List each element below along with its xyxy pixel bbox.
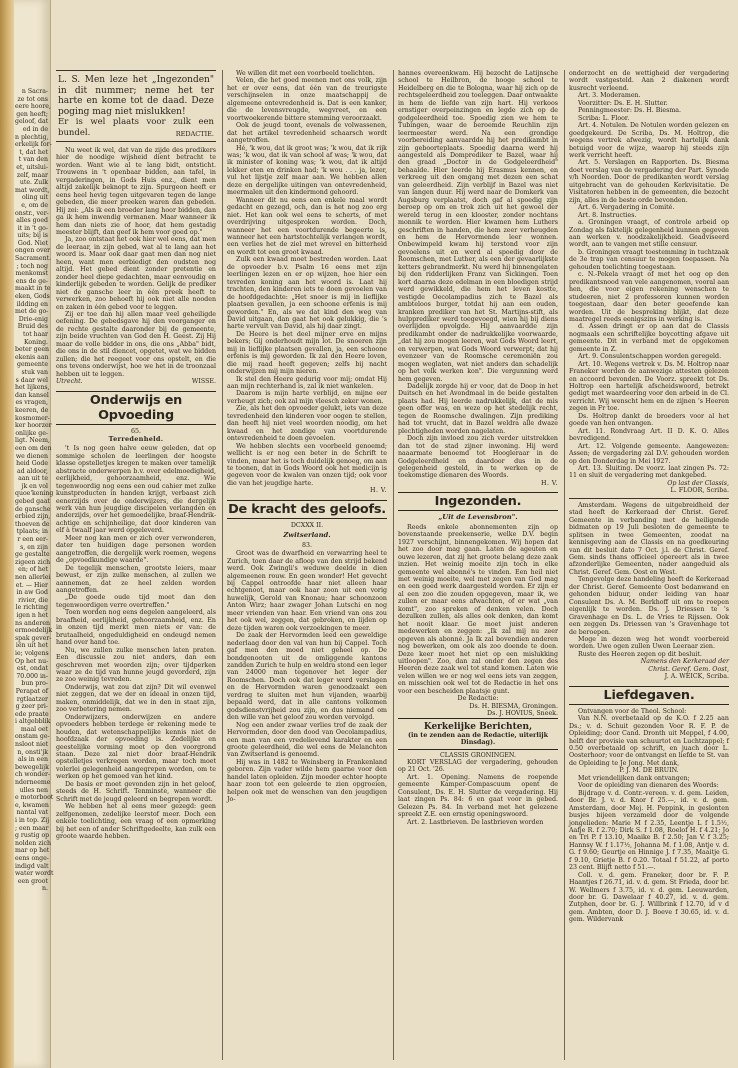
fragment-line: ildding en (16, 300, 48, 308)
fragment-line: als in een (17, 756, 48, 764)
fragment-line: ie; volgens (15, 649, 49, 657)
fragment-line: et, uitslui- (16, 163, 48, 171)
paragraph: Art. 2. Lastbrieven. De lastbrieven worden (407, 818, 544, 826)
article-kerkelijk-continued (569, 70, 729, 681)
paragraph: Nu, we zullen zulke menschen laten praten. Een discussie zou niet anders, dan een geschreven met woorden zijn; over tijdperken waar ze de tijd van hunne jeugd gevorderd, zijn ze zoo weinig tevreden. (56, 646, 216, 684)
fragment-line: rgtlaatzer (16, 695, 48, 703)
column-1 (56, 70, 216, 1060)
fragment-line: keeren, de (15, 406, 49, 414)
section-subtitle: (in te zenden aan de Redactie, uiterlijk Dinsdag). (398, 732, 558, 750)
fragment-line: ge gestalte (15, 551, 50, 559)
paragraph: Art. 10. Wegens vertrek v. Ds. M. Holtrop naar Franeker worden de aanwezige attesten gelezen en accoord bevonden. De Voorz. spreekt tot Ds. Holtrop een hartelijk afscheidswoord, betrekt gedigt met waardeering voor den arbeid in de Cl. verricht. Wij wenscht hem en de zijnen 's Heeren zegen in Fr toe. (569, 360, 729, 413)
fragment-line: eens onge- (15, 854, 49, 862)
paragraph: a. Groningen vraagt, of controle arbeid op Zondag als faktelijk gelegenheid kunnen gegeven aan werken v. noodzakelijkheid. Geadviseerd wordt, aan te vangen met stille censuur. (569, 219, 729, 249)
book-binding (0, 0, 14, 1068)
paragraph: Art. 6. Vergadering in Comité. (578, 204, 675, 212)
fragment-line: Sacrament. (15, 255, 52, 263)
paragraph: Coll. v. d. gem. Franeker, door br. F. P. Haantjes f 26.71, id. v. d. gem. St Frieda, door br. W. Wellmers f 3.75, id. v. d. gem. Leeuwarden, door br. G. Dawelaar f 40.27, id. v. d. gem. Zutphen, door br. G. J. Willbrink f 12.70, id v d gem. Ambten, door D. J. Boeve f 30.65, id. v. d. gem. Wildervank (569, 871, 729, 924)
paragraph: hannes overeenkwam. Hij bezocht de Latijnsche school te Heilbron, de hooge school te Heidelberg en die te Bologna, waar hij zich op de rechtsgeleerdheid zou toeleggen. Daar ontwaakte in hem de liefde van zijn hart. Hij verkoos ernstiger overpeinzingen en legde zich op de godgeleerdheid toe. Spoedig zien we hem te Tubingen, waar de beroemde Reuchlin zijn leermeester werd. Na een grondige voorbereiding aanvaardde hij het predikambt in zijn geboorteplaats. Spoedig daarna werd hij aangesteld als Domprediker te Bazel, waar hij den graad „Doctor in de Godgeleerdheid" behaalde. Hier leerde hij Erasmus kennen, en verkreeg uit den omgang met dezen een schat van geleerdheid. Zijn verblijf in Bazel was niet van langen duur. Hij werd naar de Domkerk van Augsburg verplaatst, doch gaf al spoedig zijn beroep op om en trok zich uit het gewoel der wereld terug in een klooster, zonder nochtans monnik te worden. Hier kwamen hem Luthers geschriften in handen, die hem zeer verheugden en hem de Hervormende leer wonnen. Onbewimpeld kwam hij terstond voor zijn gevoelens uit en werd al spoedig door de Roomschen, met Luther, als een der gevaarlijkste ketters gebrandmerkt. Nu werd hij binnengelaten bij den ridderlijken Franz van Sickingen. Toen kort daarna deze edelman in een bloedigen strijd werd gewikkeld, die hem het leven kostte, vestigde Oecolampadius zich te Bazel als ambteloos burger, totdat hij aan een ouden, kranken prediker van het St. Martijns-stift, als hulpprediker werd toegevoegd, wien hij bij diens overlijden opvolgde. Hij aanvaardde zijn predikambt onder de nadrukkelijke voorwaarde, „dat hij zou mogen leeren, wat Gods Woord leert, en verwerpen, wat Gods Woord verwerpt; dat hij evenzeer van de Roomsche ceremoniën zou mogen weglaten, wat niet anders dan schadelijk op het volk werken kon". Die vergunning werd hem gegeven. (398, 70, 558, 383)
paragraph: Moge in dezen weg het wondt voorbereid worden. Uwe ogen zullen Uwen Leeraar zien. (569, 635, 729, 651)
section-number: 65. (130, 427, 141, 435)
paragraph: Art. 4. Notulen. De Notulen worden gelezen en goedgekeurd. De Scriba, Ds. M. Holtrop, die wegens vertrek afwezig, wordt hartelijk dank betuigd voor de wijze, waarop hij steeds zijn werk verricht heeft. (569, 122, 729, 159)
paragraph: Art. 3. Moderamen. (578, 92, 641, 100)
fragment-line: e, om de (21, 201, 48, 209)
fragment-line: gemeente (17, 361, 48, 369)
fragment-line: it in 't go- (17, 224, 48, 232)
article-prayer (56, 147, 216, 386)
signature-name: WISSE. (191, 378, 216, 386)
paragraph: Ik stel den Heere gedurig voor mij; omdat Hij aan mijn rechterhand is, zal ik niet wankelen. (227, 375, 387, 391)
previous-page-fragments (14, 0, 54, 893)
fragment-line: eken, Gods (15, 293, 50, 301)
paragraph: Nog een ander zwaar verlies trof de zaak der Hervormden, door den dood van Oecolampadius, een man van een vredelievend karakter en een groote geleerdheid, die wel eens de Melanchton van Zwitserland is genoemd. (227, 721, 387, 759)
fragment-line: est, ondat (16, 665, 48, 673)
fragment-line: indigd valt (15, 862, 49, 870)
paragraph: Art. 11. Rondvraag Art. II D. K. O. Alles bevredigend. (569, 427, 729, 443)
fragment-line: tot haar (23, 331, 48, 338)
signature-line: Op last der Classis, (667, 479, 729, 487)
signature-line: Christ. Geref. Gem. Oost, (648, 665, 729, 673)
fragment-line: ute. Zulk (19, 179, 48, 187)
fragment-line: onlijke ge- (15, 429, 48, 437)
paragraph: Doch zijn invloed zou zich verder uitstrekken dan tot de stad zijner inwoning. Hij werd naaarmate benoemd tot Hoogleraar in de Godgeleerdheid en daardoor dus in de gelegenheid gesteld, in te werken op de toekomstige dienaren des Woords. (398, 435, 558, 480)
paragraph: Groot was de dwarfheid en verwarring heel te Zurich, toen daar de afloop van den strijd bekend werd. Ook Zwingli's weduwe deelde in dien algemeenen rouw. En geen wonder! Het gevecht bij Cappel ontroofde haar niet alleen haar echtgenoot, maar ook haar zoon uit een vorig huwelijk, Gerold van Knonau; haar schoonzoon Anton Wirz; haar zwager Johan Lutschi en nog meer vrienden van haar. Een vriend van ons zou het ook wel, zeggen, dat gebroken, en lijden op deze tijden waren ook verzoekingen te meer. (227, 550, 387, 632)
fragment-line: zigeen zich (15, 558, 51, 566)
paragraph: Art. 8. Instructies. (578, 211, 637, 219)
paragraph: Tengevolge deze handeling heeft de Kerkeraad der Christ. Geref. Gemeente Oost bedanwand en gehonden biduur, onder leiding van haar Consulent Ds. A. M. Berkhoff uit om te roepen eigenlijk te worden. Ds. J. Driessen te 's Gravenhage en Ds. L. de Vries te Rijssen. Ook een zeggen Ds. Driessen van 's Gravenhage tot de beroepen. (569, 576, 729, 636)
article-signature: H. V. (541, 479, 558, 487)
fragment-line: we dienen (15, 452, 48, 460)
paragraph: We willen dit met een voorbeeld toelichten. (236, 70, 375, 77)
section-sub-number: 83. (301, 541, 312, 549)
fragment-line: zelf, maar (16, 171, 48, 179)
fragment-line: thoeven de (15, 520, 50, 528)
paragraph: Zulk een kwaad moet bestreden worden. Laat de opvoeder b.v. Psalm 16 eens met zijn leerlingen lezen en er op wijzen, hoe hier een tevreden koning aan het woord is. Laat hij trachten, den kinderen iets te doen gevoelen van de hoofdgedachte: „Het snoer is mij in lieflijke plaatsen gevallen, ja een schoone erfenis is mij geworden." En, als we dat kind den weg van David uitgaan, dan gaat het ook gelukkig, die 's harte vervult van David, als hij daar zingt. (227, 256, 387, 331)
paragraph: Nu weet ik wel, dat van de zijde des predikers hier de noodige wijsheid dient betracht te worden. Want wie al te lang bidt, ontsticht. Trouwens in 't openbaar bidden, aan tafel, in vergaderingen, in Gods Huis enz., dient men altijd zakelijk beknopt te zijn. Spurgeon heeft er eens heel hevig tegen uitgevaren tegen de lange gebeden, die meer preeken waren dan gebeden. Hij zei: „Als ik een broeder lang hoor bidden, dan ga ik hem inwendig vermanen. Maar wanneer ik hem dan niets zie of hoor, dat hem gestadig meester blijft, dan geef ik hem voor goed op." (56, 147, 216, 236)
redactie-member: Ds. H. BIESMA, Groningen. (469, 702, 558, 710)
fragment-line: menkomst (15, 270, 48, 278)
previous-page-edge (14, 0, 54, 1068)
paragraph: d. Assen dringt er op aan dat de Classis nogmaals een schriftelijke boycotting afgave uit gemeente. Dit in verband met de opgekomen gemeente in Z. (569, 323, 729, 353)
paragraph: De tegelijk menschen, grootste leiers, maar bewust, er zijn zulke menschen, al zullen we aannemen, dat ze heel zelden worden aangetroffen. (56, 564, 216, 595)
section-heading-onderwijs: Onderwijs en Opvoeding (56, 391, 216, 425)
article-signature (56, 378, 216, 385)
fragment-line: e, kwamen (15, 801, 49, 809)
fragment-line: eere hoore, (15, 103, 51, 111)
fragment-line: ; toch nog (16, 262, 48, 270)
fragment-line: jk en vol (21, 482, 48, 490)
paragraph: Toen worden nog eens degelen aangeleerd, als braafheid, eerlijkheid, gehoorzaamheid, enz. En in onzen tijd merkt men niets er van: de brutaalheid, ongeduldigheid en ondeugd nemen hand over hand toe. (56, 609, 216, 647)
paragraph: De basis er moet gevonden zijn in het geloof, steeds de H. Schrift. Tenminste, wanneer die Schrift met de jeugd geleerd en begrepen wordt. (56, 780, 216, 803)
fragment-line: de gansche (15, 505, 51, 513)
paragraph: Meer nog kan men er zich over verwonderen, dater ten huidigen dage personen worden aangetroffen, die dergelijk werk roemen, wegens de „opvoedkundige waarde". (56, 534, 216, 565)
section-subtitle: „Uit de Levensbron". (438, 513, 518, 522)
fragment-line: nderneeme (15, 779, 51, 787)
signature-place: Utrecht. (56, 378, 83, 386)
fragment-line: quoe'kening (15, 490, 54, 498)
paragraph: Ontvangen voor de Theol. School: (578, 707, 687, 715)
paragraph: Daarom is mijn harte verblijd, en mijne eer verheugt zich; ook zal mijn vleesch zeker wonen. (227, 390, 387, 405)
fragment-line: n plechtig, (15, 133, 49, 141)
paragraph: Velen, die het goed meenen met ons volk, zijn het er over eens, dat één van de treurigste verschijnselen in onze maatschappij de algemeene ontevredenheid is. Dat is een kanker, die de levensvreugde, wegvreet, en een voortwoekerende bittere stemming veroorzaakt. (227, 77, 387, 122)
paragraph: Ds. Holtrop dankt de broeders voor al het goede van hen ontvangen. (569, 412, 729, 428)
fragment-line: onstr., ver- (15, 209, 49, 217)
fragment-line: rivier, die (18, 596, 48, 604)
paragraph: 't Is nog geen halve eeuw geleden, dat op sommige scholen de leerlingen der hoogste klasse opstelletjes kregen te maken over tamelijk abstracte onderwerpen b.v. over edelmoedigheid, eerlijkheid, gehoorzaamheid, enz. Wie tegenwoordig nog eens een oud cahier met zulke kunstproducten in handen krijgt, verbaast zich eenerzijds over de onderwijzers, die dergelijk werk van hun jeugdige discipelen verlangden en anderzijds, over het gemoedelijke, braaf-Hendrik-achtige en schijnheilige, dat door kinderen van elf à twaalf jaar werd opgeleverd. (56, 445, 216, 535)
fragment-line: erbied zijn, (15, 513, 51, 521)
paragraph: KORT VERSLAG der vergadering, gehouden op 21 Oct. '26. (398, 758, 558, 774)
fragment-line: aan uit te (18, 475, 48, 483)
paragraph: Dadelijk zorgde hij er voor, dat de Doop in het Duitsch en het Avondmaal in de beide gestalten plaats had. Hij leerde nadrukkelijk, dat de mis geen offer was, en weze op het stedelijk recht, tegen de Roomsche dwalingen. Zijn prediking had tot vrucht, dat in Bazel weldra alle dwaze plechtigheden worden nagelaten. (398, 383, 558, 435)
fragment-line: erkelijk for- (15, 141, 52, 149)
section-heading-kerkelijk: Kerkelijke Berichten, (398, 718, 558, 732)
paragraph: Met vriendelijken dank ontvangen; (578, 774, 690, 782)
fragment-line: e motorboot (15, 794, 54, 802)
fragment-line: nen allerlei (15, 574, 51, 581)
column-3 (398, 70, 558, 1060)
section-heading-kracht: De kracht des geloofs. (228, 501, 386, 517)
paragraph: onderzocht en de wettigheid der vergadering wordt vastgesteld. Aan 2 diakenen wordt kusrecht verleend. (569, 70, 729, 92)
notice-signature: REDACTIE. (175, 129, 214, 138)
paragraph: Art. 1. Opening. Namens de roepende gemeente Kamper-Compascuum opent de Consulent, Ds. E. H. Slutter de vergadering. Hij laat zingen Ps. 84: 6 en gaat voor in gebed. Gelezen Ps. 84. In verband met het gelezene spreekt Z.E. een ernstig openingswoord. (398, 773, 558, 819)
fragment-line: ekenis aan (15, 353, 49, 361)
fragment-line: spak gever- (15, 634, 52, 642)
signature-line: J. A. WEICK, Scriba. (664, 673, 729, 681)
signature-line: Namens den Kerkeraad der (640, 658, 729, 666)
fragment-line: God. Niet (17, 239, 48, 247)
fragment-line: het lijkens, (15, 384, 50, 392)
paragraph: Art. 13. Sluiting. De voorz. laat zingen Ps. 72: 11 en sluit de vergadering met dankgebed. (569, 465, 729, 480)
fragment-line: r een eer- (17, 536, 48, 544)
article-liefdegaven (569, 708, 729, 924)
fragment-line: ker hoorzer (15, 422, 52, 430)
fragment-line: igen n het (16, 611, 48, 619)
fragment-line: le richting (15, 604, 48, 612)
paragraph: Onderwijzers, onderwijzen en andere opvoeders hebben terdege er rekening mede te houden, dat wetenschappelijke kennis niet de hoofdzaak der opvoeding is. Zedelijke en geestelijke vorming moet op den voorgrond staan. Deze zal niet door braaf-Hendrik opstelletjes verkregen worden, maar toch moet volerlei gelegenheid aangegrepen worden, om te werken op het gemoed van het kind. (56, 713, 216, 781)
section-subtitle: Zwitserland. (283, 531, 331, 540)
fragment-line: es vragen, (15, 399, 48, 407)
fragment-line: ch wonder- (15, 771, 51, 779)
fragment-line: ; een maar (15, 824, 49, 832)
redactie-member: Ds. J. HOVIUS, Sneek. (487, 710, 558, 718)
fragment-line: met de go- (15, 308, 49, 316)
notice-text: L. S. Men leze het „Ingezonden" in dit nummer; neme het ter harte en kome tot de daad. Deze poging mag niet mislukken! (58, 75, 214, 117)
article-kracht-continued (398, 70, 558, 487)
fragment-line: mar op het (15, 847, 50, 855)
fragment-line: iën uit het (15, 642, 48, 650)
fragment-line: i altgebblik (15, 718, 51, 726)
fragment-line: een om den (15, 444, 52, 452)
paragraph: Ruste des Heeren zegen op dit besluit. (578, 650, 702, 658)
paragraph: Art. 9. Consulentschappen worden geregeld. (578, 353, 722, 361)
fragment-line: een groot (17, 877, 48, 885)
paragraph: „De goede oude tijd moet dan den tegenwoordigen verre overtreffen." (56, 594, 216, 609)
paragraph: Hé, 'k wou, dat ik groot was; 'k wou, dat ik rijk was; 'k wou, dat ik van school af was; 'k wou, dat ik minister of koning was; 'k wou, dat ik altijd lekker eten en drinken had; 'k wou . . . ja, lezer, vul het lijstje zelf maar aan. We hebben allen deze en dergelijke uitingen van ontevredenheid, meermalen uit den kindermond gehoord. (227, 144, 387, 197)
fragment-line: Bruid des (17, 323, 48, 331)
fragment-line: n Sacra- (21, 88, 48, 95)
fragment-line: t, dat het (19, 148, 48, 156)
paragraph: Hij was in 1482 te Weinsberg in Frankenland geboren. Zijn vader wilde hem gaarne voor den handel laten opleiden. Zijn moeder echter hoopte haar zoon tot een geleerde te zien opgroeien, helpen ook met de wenschen van den jeugdigen Jo- (227, 758, 387, 804)
fragment-line: nantal vat (16, 809, 48, 817)
paragraph: c. N.-Pekela vraagt of met het oog op den predikantsnood van vele aangenomen, vooral aan hen, die voor eigen rekening wenschen te studeeren, niet 2 professoren kunnen worden toegestaan, daar den beter geoefende kan worden. Uit de bespreking blijkt, dat deze maatregel reeds eenigszins in werking is. (569, 271, 729, 323)
fragment-line: ermoedelijk (15, 627, 53, 635)
fragment-line: nsloot niet (15, 741, 49, 749)
paragraph: Voorzitter: Ds. E. H. Slutter. (578, 99, 668, 107)
fragment-line: ongen over (15, 247, 51, 255)
paragraph: De zaak der Hervormden leed een geweldige nederlaag door den val van hun bij Cappel. Toch gaf men den moed niet geheel op. De bondgenooten uit de omliggende kantons zandden Zurich te hulp en weldra stond een leger van 24000 man tegenover het leger der Roomschen. Doch ook dat leger werd verslagen en de Hervormden waren genoodzaakt een verdrag te sluiten met hun vijanden, waarbij bepaald werd, dat in alle cantons volkomen godsdienstvrijheid zou zijn, en dus niemand om den wille van het geloof zou worden vervolgd. (227, 632, 387, 722)
fragment-line: tplaats; in (16, 528, 48, 536)
paragraph: Zie, als het den opvoeder gelukt, iets van deze tevredenheid den kinderen voor oogen te stellen, dan heeft hij niet veel woorden noodig, om het kwaad en het zondige van voortdurende ontevredenheid te doen gevoelen. (227, 405, 387, 443)
fragment-line: bun pro- (21, 680, 48, 688)
paragraph: We hebben het al eens meer gezegd: geen zelfgenomen, zedelijke leerstof meer. Doch een enkele toelichting, een vraag of een opmerking bij het een of ander Schriftgedeelte, kan zulk een groote waarde hebben. (56, 803, 216, 840)
article-onderwijs (56, 445, 216, 840)
paragraph: Bijdrage v. d. Contr.-vereen. v. d. gem. Leiden, door Br. J. v. d. Knor f 25.—, id. v. d. gem. Amsterdam, door Mej. H. Peppink, in geslonten busjes bijeen verzameld door de volgende jongelieden: Marie M f 2.35, Leentje L f 1.5½, Aafje R. f 2.70; Dirk S. f 1.08, Roelof H. f 4.21; Jo en Tri P. f 13.10, Maaike B. f 2.50; Jan V. f 3.25; Hannsy W. f 1.17½, Johanna M. f 1.08, Antje v. d. G. f 9.60; Geurtje en Hinnige J. f 7.35, Maaitje G. f 9.10, Grietje B. f 0.20. Totaal f 51.22, af porto 23 cent. Blijft netto f 51.—. (569, 789, 729, 872)
fragment-line: bewegelijk (15, 763, 49, 771)
signature-line: L. FLOOR, Scriba. (670, 487, 729, 495)
paragraph: Van N.N. overbetaald op de K.O. f 2.25 aan Ds.; v. d. Schuit gezonden Voor R. F. P. de Opleiding; door Cand. Dronth uit Meppel, f 4.00, helft der provisie van schuurtot en Luchtzappel; f 0.50 overbetaald op schrift, en juach door L. Oosterhoor; voor de ontvangst en liefde te St. van de Opleiding te Je Jong. Met dank, (569, 715, 729, 767)
article-kracht (227, 550, 387, 803)
editorial-notice (56, 70, 216, 142)
fragment-line: heid Gode (16, 460, 48, 468)
fragment-line: water wordt (15, 870, 54, 878)
column-divider (222, 70, 223, 1060)
newspaper-page (56, 70, 730, 1060)
paragraph: Amsterdam. Wegens de uitgebreidheid der stad heeft de Kerkeraad der Christ. Geref. Gemeente in verbanding met de heiligende bidmaten op 19 Juli besloten de gemeente te splitsen in twee Gemeenten, zoodat na kennisgeving aan de Classis en na goedkeuring van dit besluit dato 7 Oct. j.l. de Christ. Geref. Gem. sinds thans officieel opereert als in twee afzonderlijke Gemeenten, nader aangeduid als Christ. Geref. Gem. Oost en West. (569, 501, 729, 576)
fragment-line: n. (42, 885, 48, 893)
classis-heading: CLASSIS GRONINGEN. (439, 751, 517, 759)
fragment-line: ad aldoor, (17, 467, 48, 475)
paragraph: Ook de jeugd toont, evenals de volwassenen, dat het artikel tevredenheid schaarsch wordt aangetroffen. (227, 122, 387, 145)
fragment-line: mat wordt, (15, 186, 50, 194)
article-kerkelijk (398, 752, 558, 827)
paragraph: Penningmeester: Ds. H. Biesma. (578, 107, 682, 115)
paragraph: Voor de opleiding van dienaren des Woords: (578, 782, 719, 790)
fragment-line: Drie-enig (18, 315, 48, 323)
fragment-line: ed in de (22, 125, 48, 133)
fragment-line: 70.000 in- (16, 672, 48, 680)
fragment-line: g zeer pri- (15, 703, 48, 711)
fragment-line: n, onsti'jk (17, 748, 48, 756)
fragment-line: en; of het (18, 566, 48, 574)
fragment-line: gen heeft; (16, 110, 48, 118)
section-subtitle: Terredenheld. (108, 434, 164, 443)
fragment-line: in aw God (16, 589, 48, 597)
fragment-line: ede praate (15, 710, 49, 718)
column-2 (227, 70, 387, 1060)
fragment-line: Perapat of (15, 687, 48, 695)
column-4 (569, 70, 729, 1060)
column-divider (564, 70, 565, 1060)
fragment-line: i in top. Zij (15, 817, 50, 824)
section-heading-ingezonden: Ingezonden. (398, 492, 558, 511)
paragraph: b. Groningen vraagt toestemming in tuchtzaak de 3e trap van censuur te mogen toepassen. Na gehouden toelichting toegestaan. (569, 248, 729, 271)
paragraph: We hebben slechts een voorbeeld genoemd; wellicht is er nog een beter in de Schrift te vinden, maar het is toch duidelijk genoeg, om aan te toonen, dat in Gods Woord ook het medicijn is gegeven voor de kwalen van onzen tijd; ook voor die van het jeugdige harte. (227, 442, 387, 487)
paragraph: Art. 5. Verslagen en Rapporten. Ds. Biesma doet verslag van de vergadering der Part. Synode v/h Noorden. Door de predikanten wordt verslag uitgebracht van de gehouden Kerkvisitatie. De Visitatoren hebben in de gemeenten, die bezocht zijn, alles in de beste orde bevonden. (569, 159, 729, 204)
redactie-label: De Redactie: (457, 695, 499, 703)
fragment-line: ens de ge- (15, 277, 48, 285)
fragment-line: ze tot ons (17, 95, 48, 103)
column-divider (393, 70, 394, 1060)
fragment-line: uits; bij is (17, 232, 48, 240)
fragment-line: maal oet (20, 725, 48, 733)
notice-tail: Er is wel plaats voor zulk een bundel. (58, 117, 214, 138)
fragment-line: nolden zich (15, 839, 51, 847)
fragment-line: oling uit (21, 194, 48, 202)
paragraph: Scriba: L. Floor. (578, 114, 630, 122)
divider (569, 498, 729, 499)
fragment-line: t van den (18, 156, 48, 164)
paragraph: Onderwijs, wat zou dat zijn? Dit wil evenwel niet zeggen, dat we der en ideaal in onzen tijd, maken, onmiddelijk, dat we in den in staat zijn, zoo verbetering nemen. (56, 683, 216, 714)
fragment-line: alles goed (16, 217, 48, 225)
fragment-line: gebed gaat (15, 498, 50, 506)
paragraph: Zij er toe dan hij allen maar veel geheiligde oefening. De gebedsgave hij den voorganger en de rechte gestalte daaronder bij de gemeente, zijn beide vruchten van God den H. Geest. Zij Hij maar de volle bidder in ons, die ons „Abba" bidt, die ons in de stil diencet, opgetet, wat we bidden zullen; die het reegeet voor ons opstelt, en die ons tevens onderwijst, hoe we het in de troonzaal hebben uit te leggen. (56, 310, 216, 378)
fragment-line: s daar wel (15, 376, 48, 384)
signature-line: P. J. M. DE BRUIN. (619, 767, 679, 775)
fragment-line: beter geen (15, 346, 49, 354)
paragraph: Ja, zoo ontstaat het ook hier wel eens, dat men de leeraar, in zijn gebed, wat al te lang aan het woord is. Maar ook daar gaat men dan nog niet heen, want men eerbiedigt den oudsten nog altijd. Het gebed dient zonder pretentie en zonder heel diepe gedachten, maar eenvoudig en kinderlijk gebeden te worden. Gelijk de prediker niet de gansche leer in één preek heeft te verwerken, zoo behoeft hij ook niet alle nooden en zaken in één gebed voor te leggen. (56, 236, 216, 311)
paragraph: Wanneer dit nu eens een enkele maal wordt gedacht en gezegd, och, dan is het nog zoo erg niet. Het kan ook wel eens te scherts, of met overdrijving uitgesproken worden. Doch, wanneer het een voortdurende begeerte is, wanneer het een hartstochtelijk verlangen wordt, een verlies het de ziel met wrevel en bitterheid en wordt tot een groot kwaad. (227, 196, 387, 256)
fragment-line: maakt in te (15, 285, 51, 293)
article-onderwijs-continued (227, 70, 387, 495)
fragment-line: Op het nu- (15, 657, 49, 665)
section-heading-liefdegaven: Liefdegaven. (569, 686, 729, 705)
paragraph: Art. 12. Volgende gemeente. Aangewezen: Assen; de vergadering zal D.V. gehouden worden op den Donderdag in Mei 1927. (569, 442, 729, 465)
fragment-line: et. — Hier (15, 581, 48, 589)
fragment-line: geloof, dat (15, 118, 49, 126)
fragment-line: kosmomer- (15, 414, 50, 422)
paragraph: Reeds enkele abonnementen zijn op bovenstaande preekenserie, welke D.V. begin 1927 verschijnt, binnengekomen. Wij hopen dat het zoo door mag gaan. Laten de ageuten en ouwe lezeren, dat zij het groote belang deze zaak inzien. Het weinig moeite zijn toch in elke gemeente wel abonné's te vinden. Een heil niet met weinig moeite, wel met zegen van God mag en een goed werk daargesteld worden. Er zijn er al een zoo die zouden opgegeven, maar ik, we zullen er maar eens afwachten, of er wat „van komt", zoo spreken of denken velen. Doch dezulken zullen, als alles ook denken, dan komt het nooit klaar. Ge moet juist anderen medewerken en zeggen: „Ik zal mij nu zeer opgeven als abonné. Ja Ik zal bovendien anderen nog bewerken, om ook als zoo doende te doen. Deze keer moet het niet op een mislukking uitloopen". Zoo, dan zal onder den zegen des Heeren deze zaak wel tot stand komen. Laten wie velen willen we er nog wel eens iets van zeggen, en misschien ook wel tot de Redactie in het ons voor een bescheiden plaatsje gunt. (398, 523, 558, 695)
article-ingezonden (398, 524, 558, 718)
paragraph: De Heere is het deel mijner erve en mijns bekers; Gij onderhoudt mijn lot. De snoeren zijn mij in lieflijke plaatsen gevallen, ja, een schoone erfenis is mij geworden. Ik zal den Heere loven, die mij raad heeft gegeven; zelfs bij nacht onderwijzen mij mijn nieren. (227, 330, 387, 376)
fragment-line: ulles nen (19, 786, 48, 794)
fragment-line: ligt. Neem, (15, 437, 50, 445)
fragment-line: Koning. (23, 338, 48, 346)
fragment-line: onstam ge- (15, 733, 50, 741)
fragment-line: s, en zijn (20, 543, 48, 551)
fragment-line: stuk van (21, 368, 48, 376)
fragment-line: ns anderen (15, 619, 51, 627)
section-number: DCXXX II. (290, 521, 324, 529)
fragment-line: g rustig op (15, 832, 50, 840)
article-signature: H. V. (370, 487, 387, 495)
fragment-line: dan kansel (15, 391, 49, 399)
